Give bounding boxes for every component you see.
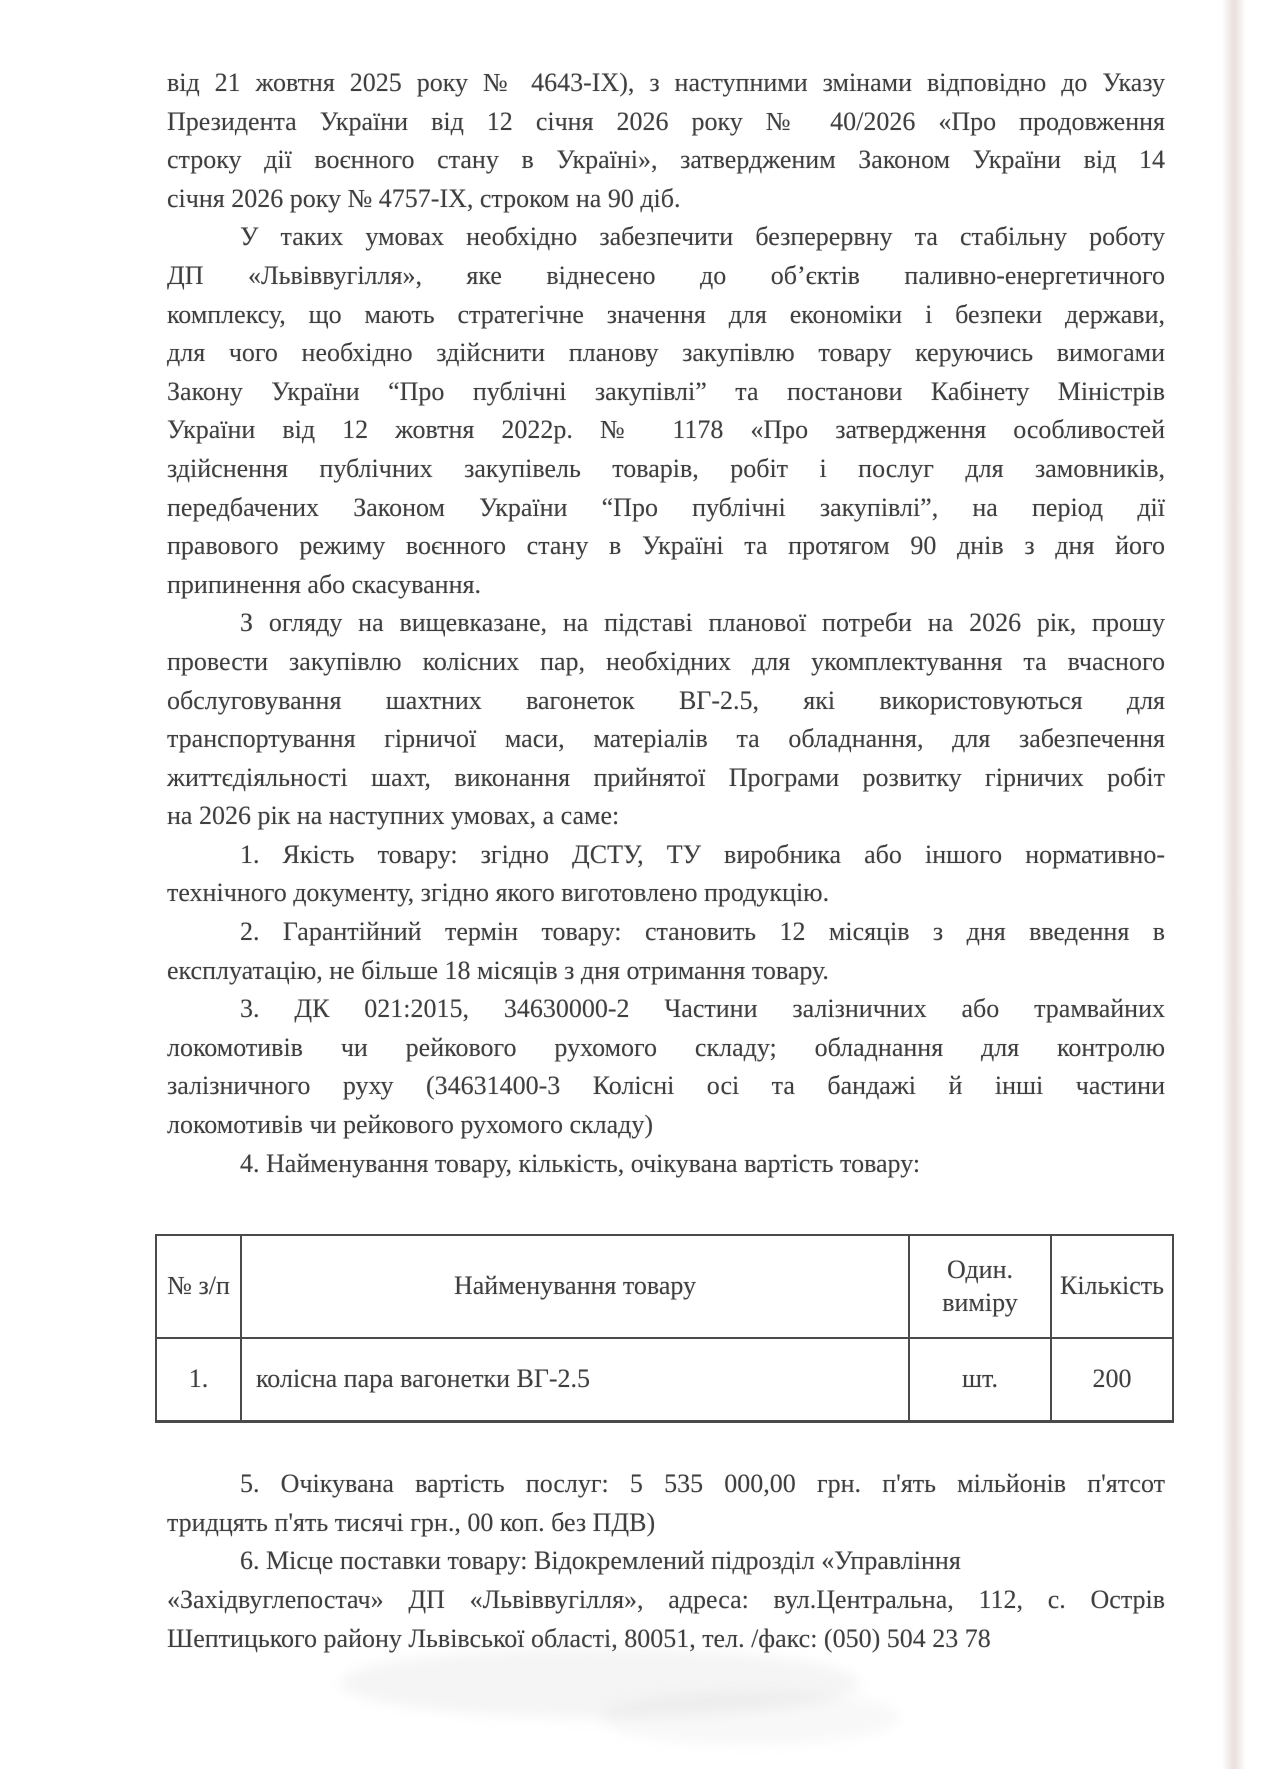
col-header-index: № з/п [156,1235,241,1338]
items-table [155,1234,1174,1423]
text-line: здійснення публічних закупівель товарів, робіт і послуг для замовників, [167,453,1165,483]
text-line: для чого необхідно здійснити планову закупівлю товару керуючись вимогами [167,338,1165,368]
text-line: транспортування гірничої маси, матеріалів та обладнання, для забезпечення [167,724,1165,754]
text-line: комплексу, що мають стратегічне значення для економіки і безпеки держави, [167,299,1165,329]
table-header-row [156,1235,1173,1338]
scan-artifact-smudge [340,1648,860,1718]
text-line: 6. Місце поставки товару: Відокремлений підрозділ «Управління [240,1546,961,1576]
text-line: 1. Якість товару: згідно ДСТУ, ТУ виробника або іншого нормативно- [240,839,1165,869]
scan-artifact-stripe [1222,0,1246,1769]
scan-artifact-smudge [600,1690,900,1745]
text-line: 5. Очікувана вартість послуг: 5 535 000,00 грн. п'ять мільйонів п'ятсот [240,1469,1165,1499]
text-line: локомотивів чи рейкового рухомого складу) [167,1110,654,1140]
col-header-name: Найменування товару [241,1235,909,1338]
body-text [167,64,1165,1183]
text-line: життєдіяльності шахт, виконання прийнятої Програми розвитку гірничих робіт [167,762,1165,792]
text-line: припинення або скасування. [167,569,481,599]
footer-text [167,1465,1165,1658]
text-line: 2. Гарантійний термін товару: становить 12 місяців з дня введення в [240,917,1165,947]
text-line: експлуатацію, не більше 18 місяців з дня отримання товару. [167,955,829,985]
cell-quantity: 200 [1051,1338,1173,1422]
table-row [156,1338,1173,1422]
text-line: Президента України від 12 січня 2026 року № 40/2026 «Про продовження [167,106,1165,136]
items-table-wrap [155,1234,1172,1423]
text-line: 4. Найменування товару, кількість, очікувана вартість товару: [240,1148,921,1178]
cell-index: 1. [156,1338,241,1422]
text-line: Закону України “Про публічні закупівлі” та постанови Кабінету Міністрів [167,376,1165,406]
col-header-unit: Один. виміру [909,1235,1051,1338]
text-line: технічного документу, згідно якого виготовлено продукцію. [167,878,830,908]
text-line: «Західвуглепостач» ДП «Львіввугілля», адреса: вул.Центральна, 112, с. Острів [167,1585,1165,1614]
text-line: передбачених Законом України “Про публічні закупівлі”, на період дії [167,492,1165,522]
cell-unit: шт. [909,1338,1051,1422]
text-line: на 2026 рік на наступних умовах, а саме: [167,801,620,831]
text-line: України від 12 жовтня 2022р. № 1178 «Про затвердження особливостей [167,415,1165,445]
text-line: правового режиму воєнного стану в Україні та протягом 90 днів з дня його [167,531,1165,561]
document-text-block [167,64,1165,1658]
text-line: строку дії воєнного стану в Україні», затвердженим Законом України від 14 [167,145,1165,175]
cell-product-name: колісна пара вагонетки ВГ-2.5 [241,1338,909,1422]
text-line: локомотивів чи рейкового рухомого складу; обладнання для контролю [167,1032,1165,1062]
text-line: Шептицького району Львівської області, 80051, тел. /факс: (050) 504 23 78 [167,1623,991,1653]
text-line: обслуговування шахтних вагонеток ВГ-2.5, які використовуються для [167,685,1165,715]
text-line: 3. ДК 021:2015, 34630000-2 Частини залізничних або трамвайних [240,994,1165,1024]
col-header-quantity: Кількість [1051,1235,1173,1338]
text-line: січня 2026 року № 4757-IX, строком на 90 діб. [167,183,681,213]
text-line: З огляду на вищевказане, на підставі планової потреби на 2026 рік, прошу [240,608,1165,638]
text-line: провести закупівлю колісних пар, необхідних для укомплектування та вчасного [167,646,1165,676]
text-line: У таких умовах необхідно забезпечити безперервну та стабільну роботу [240,222,1165,252]
text-line: ДП «Львіввугілля», яке віднесено до об’єктів паливно-енергетичного [167,260,1165,290]
text-line: залізничного руху (34631400-3 Колісні осі та бандажі й інші частини [167,1071,1165,1101]
text-line: тридцять п'ять тисячі грн., 00 коп. без ПДВ) [167,1507,656,1537]
text-line: від 21 жовтня 2025 року № 4643-IX), з наступними змінами відповідно до Указу [167,68,1165,97]
